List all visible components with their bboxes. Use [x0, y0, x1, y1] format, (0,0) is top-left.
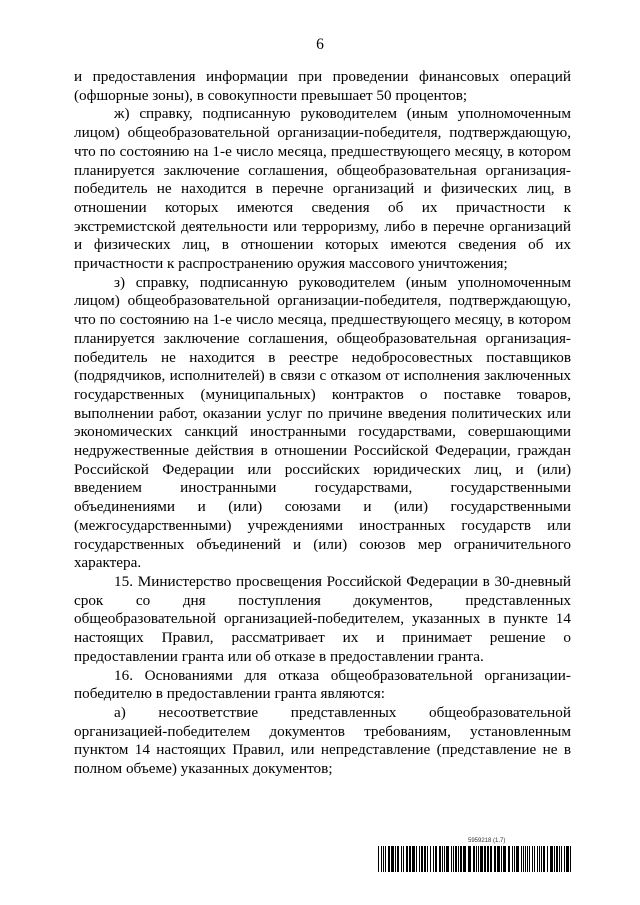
paragraph: ж) справку, подписанную руководителем (иным уполномоченным лицом) общеобразовательной организации-победителя, подтверждающую, что по состоянию на 1-е число месяца, предшествующего месяцу, в котором планируется заключение соглашения, общеобразовательная организация-победитель не находится в перечне организаций и физических лиц, в отношении которых имеются сведения об их причастности к экстремистской деятельности или терроризму, либо в перечне организаций и физических лиц, в отношении которых имеются сведения об их причастности к распространению оружия массового уничтожения; — [74, 105, 571, 273]
page-number: 6 — [316, 36, 324, 53]
barcode-icon — [378, 846, 572, 872]
paragraph: а) несоответствие представленных общеобразовательной организацией-победителем документов требованиям, установленным пунктом 14 настоящих Правил, или непредставление (представление не в полном объеме) указанных документов; — [74, 703, 571, 778]
paragraph: 16. Основаниями для отказа общеобразовательной организации-победителю в предоставлении гранта являются: — [74, 666, 571, 703]
paragraph: з) справку, подписанную руководителем (иным уполномоченным лицом) общеобразовательной организации-победителя, подтверждающую, что по состоянию на 1-е число месяца, предшествующего месяцу, в котором планируется заключение соглашения, общеобразовательная организация-победитель не находится в реестре недобросовестных поставщиков (подрядчиков, исполнителей) в связи с отказом от исполнения заключенных государственных (муниципальных) контрактов о поставке товаров, выполнении работ, оказании услуг по причине введения политических или экономических санкций иностранными государствами, совершающими недружественные действия в отношении Российской Федерации, граждан Российской Федерации или российских юридических лиц, и (или) введением иностранными государствами, государственными объединениями и (или) союзами и (или) государственными (межгосударственными) учреждениями иностранных государств или государственных объединений и (или) союзов мер ограничительного характера. — [74, 273, 571, 572]
document-code: 5959218 (1.7) — [468, 838, 506, 844]
paragraph: и предоставления информации при проведении финансовых операций (офшорные зоны), в совокупности превышает 50 процентов; — [74, 68, 571, 104]
document-body — [74, 68, 571, 779]
paragraph: 15. Министерство просвещения Российской Федерации в 30-дневный срок со дня поступления документов, представленных общеобразовательной организацией-победителем, указанных в пункте 14 настоящих Правил, рассматривает их и принимает решение о предоставлении гранта или об отказе в предоставлении гранта. — [74, 572, 571, 665]
